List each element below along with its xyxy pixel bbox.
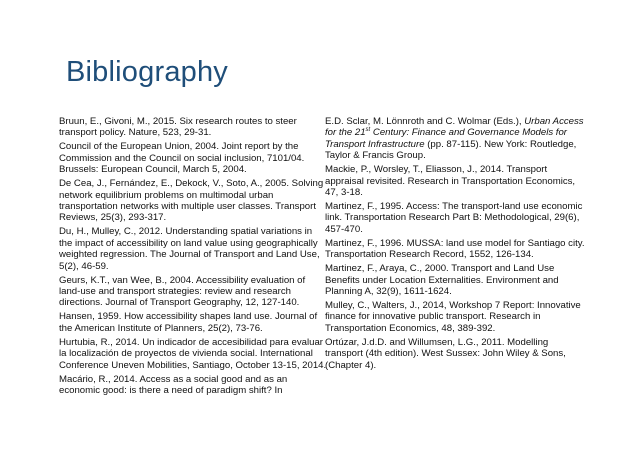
bibliography-left-column (59, 116, 327, 399)
reference-entry: De Cea, J., Fernández, E., Dekock, V., Soto, A., 2005. Solving network equilibrium problems on multimodal urban transportation networks with multiple user classes. Transport Reviews, 25(3), 293-317. (59, 178, 324, 224)
reference-entry: Council of the European Union, 2004. Joint report by the Commission and the Council on social inclusion, 7101/04. Brussels: European Council, March 5, 2004. (59, 141, 305, 176)
reference-entry: Mackie, P., Worsley, T., Eliasson, J., 2014. Transport appraisal revisited. Research in Transportation Economics, 47, 3-18. (325, 164, 576, 199)
reference-entry: Martinez, F., Araya, C., 2000. Transport and Land Use Benefits under Location Externalities. Environment and Planning A, 32(9), 1611-1624. (325, 263, 559, 298)
book-title-part: Century: Finance and Governance Models for Transport Infrastructure (325, 127, 567, 150)
reference-entry: Mulley, C., Walters, J., 2014, Workshop 7 Report: Innovative finance for innovative public transport. Research in Transportation Economics, 48, 389-392. (325, 300, 581, 334)
reference-entry: Bruun, E., Givoni, M., 2015. Six research routes to steer transport policy. Nature, 523, 29-31. (59, 116, 297, 139)
book-title-part: Urban Access for the 21 (325, 116, 584, 139)
reference-entry: Martinez, F., 1995. Access: The transport-land use economic link. Transportation Research Part B: Methodological, 29(6), 457-470. (325, 201, 583, 235)
reference-entry: Hansen, 1959. How accessibility shapes land use. Journal of the American Institute of Planners, 25(2), 73-76. (59, 311, 318, 334)
reference-entry: Hurtubia, R., 2014. Un indicador de accesibilidad para evaluar la localización de proyectos de vivienda social. International Conference Uneven Mobilities, Santiago, October 13-15, 2014. (59, 336, 327, 371)
reference-entry: Du, H., Mulley, C., 2012. Understanding spatial variations in the impact of accessibility on land value using geographically weighted regression. The Journal of Transport and Land Use, 5(2), 46-59. (59, 226, 320, 272)
reference-entry-sclar (325, 116, 587, 162)
reference-entry: Geurs, K.T., van Wee, B., 2004. Accessibility evaluation of land-use and transport strategies: review and research directions. Journal of Transport Geography, 12, 127-140. (59, 274, 306, 309)
reference-text: (pp. 87-115). New York: Routledge, Taylor & Francis Group. (325, 138, 577, 162)
bibliography-right-column (325, 116, 587, 374)
slide-title: Bibliography (66, 56, 228, 88)
reference-entry: Martinez, F., 1996. MUSSA: land use model for Santiago city. Transportation Research Record, 1552, 126-134. (325, 237, 585, 261)
reference-entry: Ortúzar, J.d.D. and Willumsen, L.G., 2011. Modelling transport (4th edition). West Sussex: John Wiley & Sons, (Chapter 4). (325, 336, 566, 371)
reference-entry: Macário, R., 2014. Access as a social good and as an economic good: is there a need of paradigm shift? In (59, 373, 288, 397)
reference-text: E.D. Sclar, M. Lönnroth and C. Wolmar (Eds.), (325, 116, 525, 127)
superscript-st: st (365, 127, 371, 134)
